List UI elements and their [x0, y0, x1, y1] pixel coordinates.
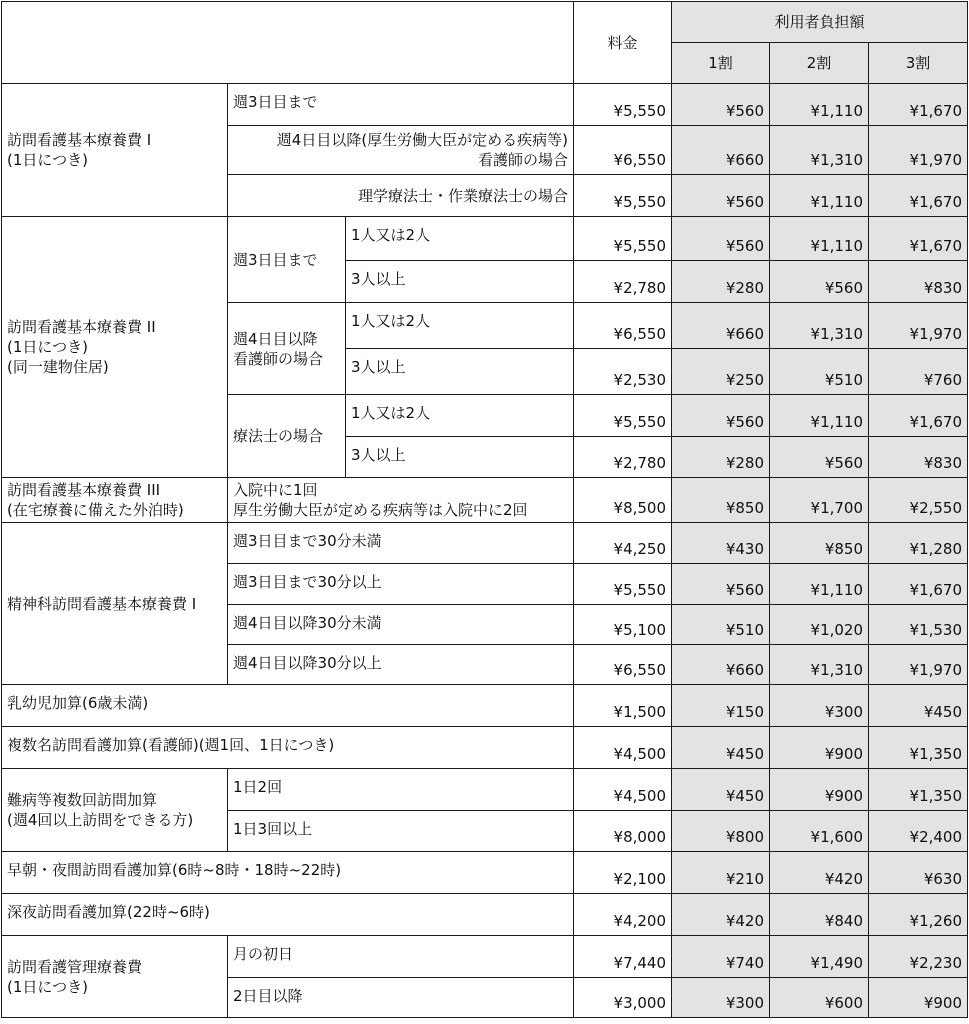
- header-ratio-1: 1割: [672, 43, 770, 84]
- price-cell: ¥5,550: [574, 217, 672, 261]
- ratio2-cell: ¥1,110: [770, 217, 869, 261]
- table-row: [2, 523, 968, 564]
- sub-label: 1人又は2人: [346, 395, 574, 437]
- ratio3-cell: ¥2,550: [869, 478, 968, 523]
- ratio3-cell: ¥760: [869, 349, 968, 395]
- price-cell: ¥4,500: [574, 727, 672, 769]
- price-cell: ¥5,550: [574, 564, 672, 605]
- ratio2-cell: ¥1,310: [770, 645, 869, 685]
- table-row: [2, 894, 968, 936]
- ratio2-cell: ¥900: [770, 727, 869, 769]
- ratio2-cell: ¥840: [770, 894, 869, 936]
- sub-label: 1人又は2人: [346, 217, 574, 261]
- ratio1-cell: ¥450: [672, 727, 770, 769]
- ratio2-cell: ¥420: [770, 852, 869, 894]
- ratio3-cell: ¥1,530: [869, 605, 968, 645]
- price-cell: ¥7,440: [574, 936, 672, 978]
- ratio2-cell: ¥900: [770, 769, 869, 811]
- table-row: [2, 685, 968, 727]
- ratio3-cell: ¥1,280: [869, 523, 968, 564]
- row-label-early-night: 早朝・夜間訪問看護加算(6時~8時・18時~22時): [2, 852, 574, 894]
- ratio3-cell: ¥1,670: [869, 217, 968, 261]
- ratio3-cell: ¥1,670: [869, 564, 968, 605]
- table-row: [2, 217, 968, 261]
- sub-label: 理学療法士・作業療法士の場合: [228, 175, 574, 217]
- ratio3-cell: ¥1,670: [869, 395, 968, 437]
- sub-label: 月の初日: [228, 936, 574, 978]
- ratio1-cell: ¥210: [672, 852, 770, 894]
- ratio1-cell: ¥560: [672, 175, 770, 217]
- price-cell: ¥6,550: [574, 303, 672, 349]
- row-label-late-night: 深夜訪問看護加算(22時~6時): [2, 894, 574, 936]
- sub-label: 3人以上: [346, 261, 574, 303]
- price-cell: ¥1,500: [574, 685, 672, 727]
- ratio1-cell: ¥660: [672, 303, 770, 349]
- row-label-basic1: 訪問看護基本療養費 I (1日につき): [2, 84, 228, 217]
- ratio3-cell: ¥830: [869, 261, 968, 303]
- price-cell: ¥6,550: [574, 645, 672, 685]
- row-label-infant: 乳幼児加算(6歳未満): [2, 685, 574, 727]
- sub-label: 1日3回以上: [228, 811, 574, 852]
- price-cell: ¥2,780: [574, 437, 672, 478]
- ratio2-cell: ¥560: [770, 437, 869, 478]
- ratio3-cell: ¥2,230: [869, 936, 968, 978]
- ratio2-cell: ¥1,110: [770, 564, 869, 605]
- sub-label: 週3日目まで: [228, 84, 574, 126]
- header-ratio-2: 2割: [770, 43, 869, 84]
- table-row: [2, 936, 968, 978]
- price-cell: ¥2,100: [574, 852, 672, 894]
- price-cell: ¥4,250: [574, 523, 672, 564]
- row-label-intractable: 難病等複数回訪問加算 (週4回以上訪問をできる方): [2, 769, 228, 852]
- sub-label: 3人以上: [346, 437, 574, 478]
- ratio3-cell: ¥1,970: [869, 126, 968, 175]
- sub-label: 1人又は2人: [346, 303, 574, 349]
- ratio3-cell: ¥2,400: [869, 811, 968, 852]
- price-cell: ¥2,530: [574, 349, 672, 395]
- group-label: 週4日目以降 看護師の場合: [228, 303, 346, 395]
- row-label-basic2: 訪問看護基本療養費 II (1日につき) (同一建物住居): [2, 217, 228, 478]
- ratio2-cell: ¥510: [770, 349, 869, 395]
- ratio3-cell: ¥630: [869, 852, 968, 894]
- header-blank: [2, 2, 574, 84]
- ratio3-cell: ¥1,670: [869, 175, 968, 217]
- sub-label: 週3日目まで30分未満: [228, 523, 574, 564]
- ratio3-cell: ¥1,670: [869, 84, 968, 126]
- price-cell: ¥2,780: [574, 261, 672, 303]
- sub-label: 2日目以降: [228, 978, 574, 1018]
- sub-label: 週4日目以降(厚生労働大臣が定める疾病等) 看護師の場合: [228, 126, 574, 175]
- ratio1-cell: ¥430: [672, 523, 770, 564]
- ratio2-cell: ¥1,020: [770, 605, 869, 645]
- ratio2-cell: ¥1,110: [770, 84, 869, 126]
- sub-label: 週4日目以降30分未満: [228, 605, 574, 645]
- price-cell: ¥6,550: [574, 126, 672, 175]
- table-row: [2, 769, 968, 811]
- ratio1-cell: ¥560: [672, 564, 770, 605]
- price-cell: ¥8,000: [574, 811, 672, 852]
- ratio3-cell: ¥1,970: [869, 645, 968, 685]
- price-cell: ¥4,500: [574, 769, 672, 811]
- ratio2-cell: ¥1,700: [770, 478, 869, 523]
- ratio1-cell: ¥850: [672, 478, 770, 523]
- ratio2-cell: ¥600: [770, 978, 869, 1018]
- price-cell: ¥5,550: [574, 395, 672, 437]
- sub-label: 1日2回: [228, 769, 574, 811]
- ratio3-cell: ¥1,350: [869, 727, 968, 769]
- ratio1-cell: ¥660: [672, 126, 770, 175]
- ratio1-cell: ¥660: [672, 645, 770, 685]
- ratio1-cell: ¥450: [672, 769, 770, 811]
- ratio3-cell: ¥1,260: [869, 894, 968, 936]
- ratio2-cell: ¥1,600: [770, 811, 869, 852]
- table-row: [2, 478, 968, 523]
- group-label: 週3日目まで: [228, 217, 346, 303]
- header-ratio-3: 3割: [869, 43, 968, 84]
- ratio3-cell: ¥900: [869, 978, 968, 1018]
- sub-label: 週4日目以降30分以上: [228, 645, 574, 685]
- ratio1-cell: ¥280: [672, 437, 770, 478]
- ratio2-cell: ¥560: [770, 261, 869, 303]
- ratio1-cell: ¥300: [672, 978, 770, 1018]
- ratio1-cell: ¥510: [672, 605, 770, 645]
- row-label-psych: 精神科訪問看護基本療養費 I: [2, 523, 228, 685]
- ratio1-cell: ¥800: [672, 811, 770, 852]
- price-cell: ¥5,550: [574, 84, 672, 126]
- table-row: [2, 84, 968, 126]
- ratio3-cell: ¥830: [869, 437, 968, 478]
- fee-table: [1, 1, 968, 1018]
- price-cell: ¥4,200: [574, 894, 672, 936]
- group-label: 療法士の場合: [228, 395, 346, 478]
- ratio2-cell: ¥1,110: [770, 175, 869, 217]
- price-cell: ¥8,500: [574, 478, 672, 523]
- ratio2-cell: ¥1,310: [770, 126, 869, 175]
- ratio1-cell: ¥150: [672, 685, 770, 727]
- table-row: [2, 727, 968, 769]
- ratio1-cell: ¥280: [672, 261, 770, 303]
- ratio2-cell: ¥1,110: [770, 395, 869, 437]
- price-cell: ¥5,100: [574, 605, 672, 645]
- row-label-multi-staff: 複数名訪問看護加算(看護師)(週1回、1日につき): [2, 727, 574, 769]
- ratio1-cell: ¥560: [672, 395, 770, 437]
- sub-label: 3人以上: [346, 349, 574, 395]
- header-price: 料金: [574, 2, 672, 84]
- sub-label: 入院中に1回 厚生労働大臣が定める疾病等は入院中に2回: [228, 478, 574, 523]
- price-cell: ¥5,550: [574, 175, 672, 217]
- row-label-mgmt: 訪問看護管理療養費 (1日につき): [2, 936, 228, 1018]
- ratio3-cell: ¥1,350: [869, 769, 968, 811]
- row-label-basic3: 訪問看護基本療養費 III (在宅療養に備えた外泊時): [2, 478, 228, 523]
- ratio1-cell: ¥560: [672, 217, 770, 261]
- ratio2-cell: ¥1,490: [770, 936, 869, 978]
- sub-label: 週3日目まで30分以上: [228, 564, 574, 605]
- ratio2-cell: ¥1,310: [770, 303, 869, 349]
- ratio3-cell: ¥450: [869, 685, 968, 727]
- price-cell: ¥3,000: [574, 978, 672, 1018]
- table-row: [2, 852, 968, 894]
- ratio2-cell: ¥850: [770, 523, 869, 564]
- ratio1-cell: ¥250: [672, 349, 770, 395]
- ratio1-cell: ¥560: [672, 84, 770, 126]
- ratio2-cell: ¥300: [770, 685, 869, 727]
- ratio3-cell: ¥1,970: [869, 303, 968, 349]
- ratio1-cell: ¥420: [672, 894, 770, 936]
- header-burden: 利用者負担額: [672, 2, 968, 43]
- ratio1-cell: ¥740: [672, 936, 770, 978]
